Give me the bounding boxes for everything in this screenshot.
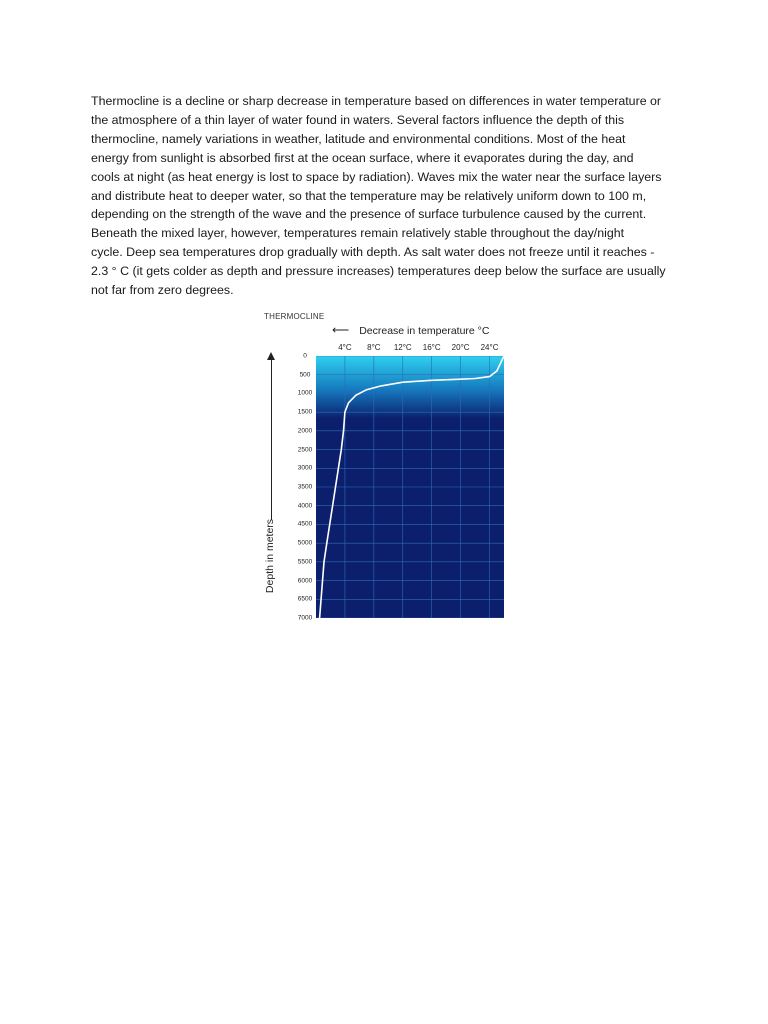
- paragraph-line: Beneath the mixed layer, however, temperatures remain relatively stable throughout the day/night: [91, 226, 625, 241]
- y-tick-label: 6000: [297, 577, 313, 585]
- paragraph-line: energy from sunlight is absorbed first at the ocean surface, where it evaporates during the day, and: [91, 150, 634, 165]
- paragraph-line: the atmosphere of a thin layer of water found in waters. Several factors influence the depth of this: [91, 112, 625, 127]
- y-tick-label: 6500: [297, 595, 313, 603]
- y-tick-label: 0: [303, 352, 307, 360]
- y-tick-label: 500: [299, 371, 311, 379]
- y-tick-label: 5000: [297, 539, 313, 547]
- y-tick-label: 1500: [297, 408, 313, 416]
- y-tick-label: 1000: [297, 389, 313, 397]
- y-tick-label: 3500: [297, 483, 313, 491]
- left-arrow-icon: ⟵: [332, 323, 350, 337]
- x-axis-caption: Decrease in temperature °C: [359, 325, 490, 337]
- y-tick-label: 7000: [297, 614, 313, 622]
- x-axis-caption-row: [332, 323, 489, 337]
- paragraph-line: not far from zero degrees.: [91, 283, 234, 298]
- x-tick-label: 16°C: [422, 343, 441, 352]
- paragraph-line: cycle. Deep sea temperatures drop gradually with depth. As salt water does not freeze until it reaches -: [91, 245, 655, 260]
- y-tick-label: 2000: [297, 427, 313, 435]
- paragraph-line: thermocline, namely variations in weather, latitude and environmental conditions. Most of the heat: [91, 131, 626, 146]
- body-paragraph: [91, 92, 691, 300]
- y-tick-label: 5500: [297, 558, 313, 566]
- x-tick-label: 24°C: [480, 343, 499, 352]
- y-axis-caption: Depth in meters: [264, 518, 276, 594]
- x-tick-label: 20°C: [451, 343, 470, 352]
- y-tick-label: 2500: [297, 446, 313, 454]
- thermocline-plot: [316, 356, 504, 618]
- paragraph-line: and distribute heat to deeper water, so that the temperature may be relatively uniform down to 100 m,: [91, 188, 647, 203]
- paragraph-line: Thermocline is a decline or sharp decrease in temperature based on differences in water temperature or: [91, 94, 662, 108]
- y-tick-label: 4500: [297, 520, 313, 528]
- paragraph-line: 2.3 ° C (it gets colder as depth and pressure increases) temperatures deep below the surface are usually: [91, 264, 666, 279]
- paragraph-line: depending on the strength of the wave and the presence of surface turbulence caused by the current.: [91, 207, 647, 222]
- figure-title: THERMOCLINE: [264, 312, 325, 321]
- y-tick-label: 4000: [297, 502, 313, 510]
- x-tick-label: 8°C: [367, 343, 381, 352]
- y-tick-label: 3000: [297, 464, 313, 472]
- up-arrow-shaft: [271, 358, 272, 520]
- x-tick-label: 12°C: [393, 343, 412, 352]
- thermocline-figure: [258, 306, 518, 622]
- x-tick-label: 4°C: [338, 343, 352, 352]
- paragraph-line: cools at night (as heat energy is lost to space by radiation). Waves mix the water near the surface layers: [91, 169, 662, 184]
